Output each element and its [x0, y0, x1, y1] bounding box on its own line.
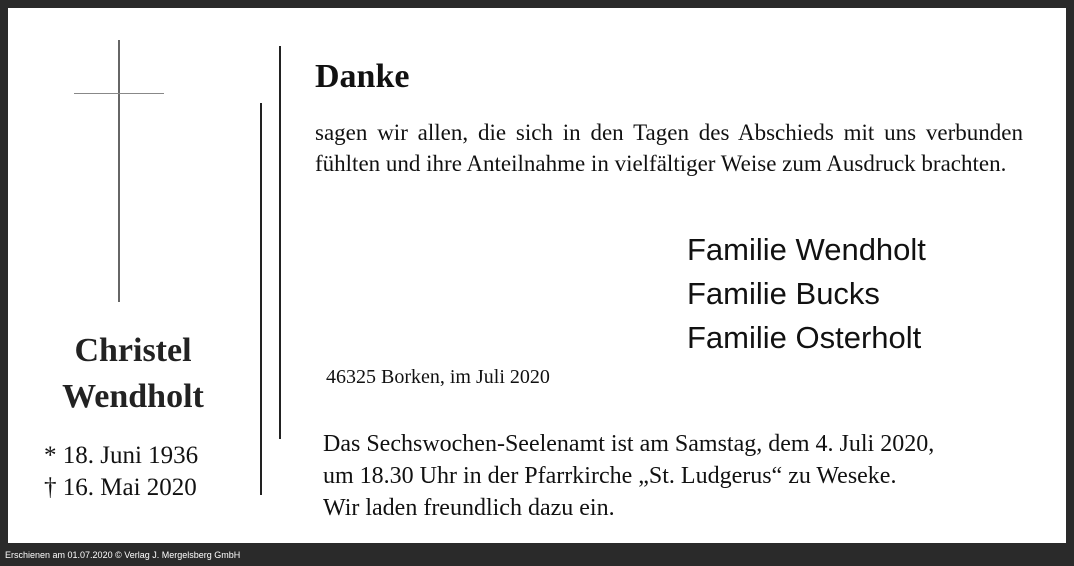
- thanks-message: sagen wir allen, die sich in den Tagen des Abschieds mit uns verbunden fühlten und ihre Anteilnahme in vielfältiger Weise zum Ausdruck brachten.: [315, 120, 1023, 176]
- cross-icon-crossbar: [74, 93, 164, 94]
- mass-line: Wir laden freundlich dazu ein.: [323, 495, 615, 521]
- place-date: 46325 Borken, im Juli 2020: [326, 366, 550, 388]
- mass-announcement: [323, 428, 934, 524]
- death-date: † 16. Mai 2020: [44, 474, 197, 501]
- mass-line: um 18.30 Uhr in der Pfarrkirche „St. Ludgerus“ zu Weseke.: [323, 463, 897, 489]
- obituary-card: [8, 8, 1066, 543]
- family-name: Familie Bucks: [687, 276, 880, 311]
- deceased-name: [28, 328, 238, 420]
- vertical-divider-right: [279, 46, 281, 439]
- family-name: Familie Wendholt: [687, 232, 926, 267]
- deceased-last-name: Wendholt: [62, 378, 204, 415]
- mass-line: Das Sechswochen-Seelenamt ist am Samstag, dem 4. Juli 2020,: [323, 431, 935, 457]
- publication-footer: Erschienen am 01.07.2020 © Verlag J. Mergelsberg GmbH: [5, 550, 241, 560]
- families-list: [687, 228, 926, 360]
- family-name: Familie Osterholt: [687, 320, 922, 355]
- heading-danke: Danke: [315, 58, 410, 95]
- life-dates: [44, 440, 198, 504]
- deceased-first-name: Christel: [74, 332, 192, 369]
- birth-date: * 18. Juni 1936: [44, 442, 199, 469]
- vertical-divider-left: [260, 103, 262, 495]
- cross-icon: [118, 40, 120, 302]
